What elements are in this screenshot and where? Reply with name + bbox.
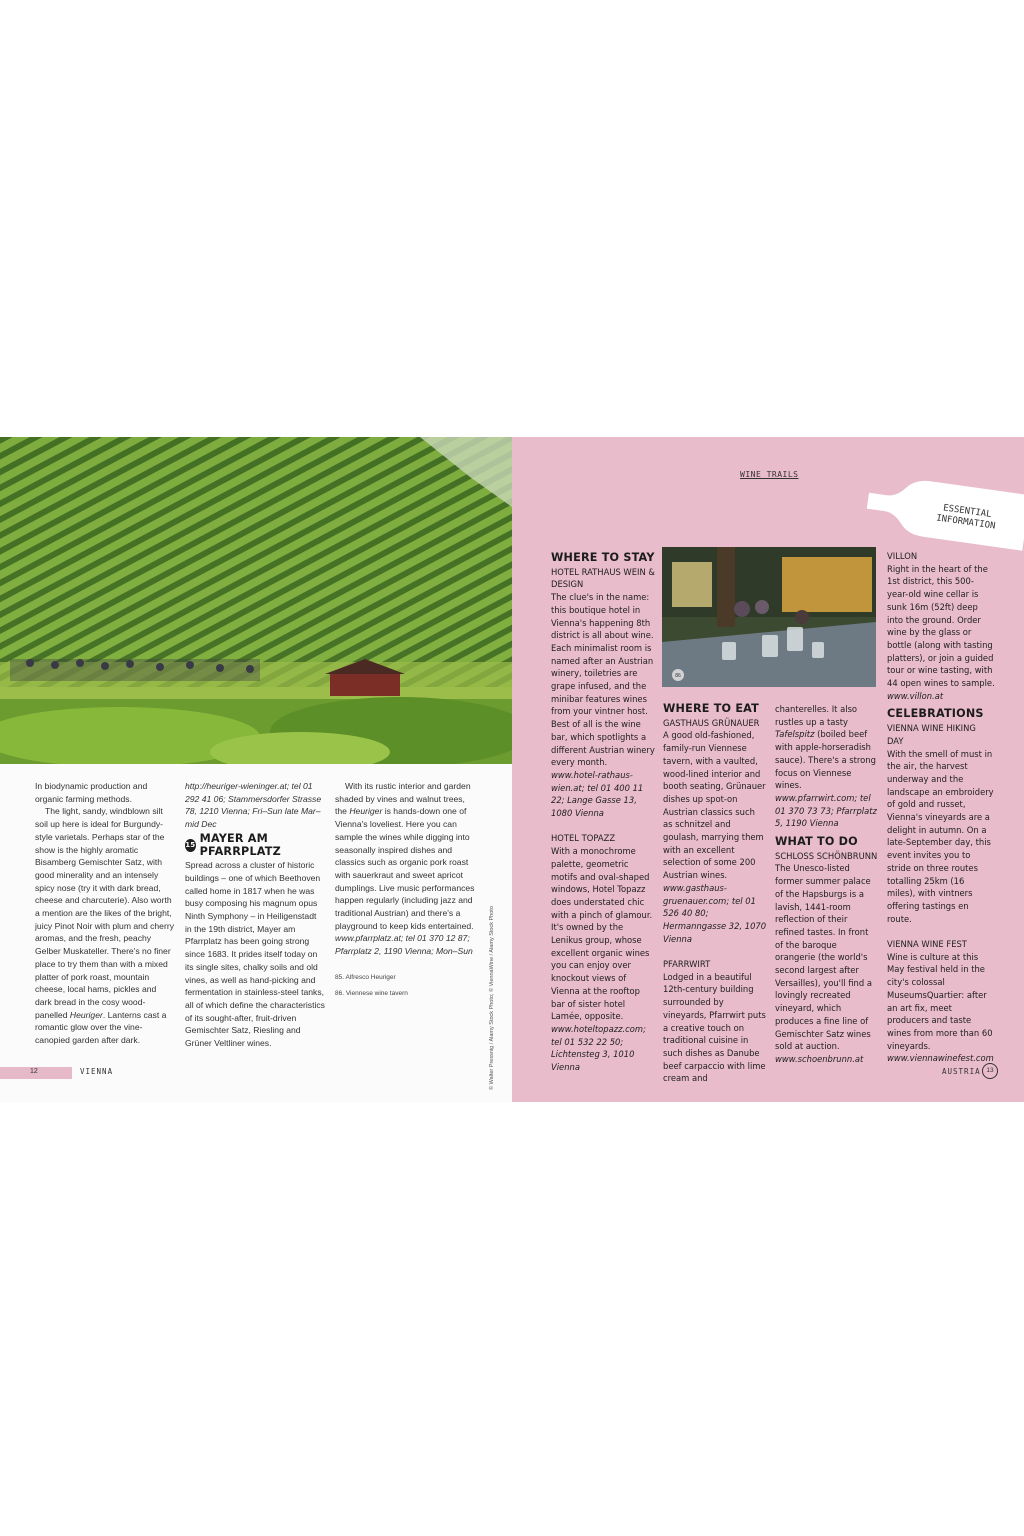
venue-name: PFARRWIRT [663, 959, 711, 970]
photo-caption: 86. Viennese wine tavern [335, 989, 408, 997]
folio-label: VIENNA [80, 1067, 114, 1076]
contact-info: www.hotel-rathaus-wien.at; tel 01 400 11 22; Lange Gasse 13, 1080 Vienna [551, 769, 644, 819]
body-text: A good old-fashioned, family-run Viennese tavern, with a vaulted, wood-lined interior and booth seating, Grünauer dishes up spot-on Austrian classics such as schnitzel and goulash, marrying them with an excellent selection of some 200 Austrian wines. [663, 730, 766, 881]
contact-info: www.pfarrwirt.com; tel 01 370 73 73; Pfarrplatz 5, 1190 Vienna [775, 792, 877, 829]
venue-name: GASTHAUS GRÜNAUER [663, 717, 760, 728]
contact-info: www.villon.at [887, 690, 944, 701]
body-text: Spread across a cluster of historic buildings – one of which Beethoven called home in 1817 when he was busy composing his magnum opus Ninth Symphony – in Heiligenstadt in the 19th district, Mayer am Pfarrplatz has been going strong since 1683. It prides itself today on its single sites, chalky soils and old vines, as well as hand-picking and fermentation in stainless-steel tanks, all of which define the characteristics of its sought-after, fruit-driven Gemischter Satz, Riesling and Grüner Veltliner wines. [185, 860, 325, 1049]
left-column-1 [35, 780, 175, 1047]
body-text: Right in the heart of the 1st district, this 500-year-old wine cellar is sunk 16m (52ft) deep into the ground. Order wine by the glass or bottle (along with tasting platters), or join a guided tour or wine tasting, with 44 open wines to sample. [887, 563, 995, 689]
left-column-2 [185, 780, 325, 1050]
section-heading: CELEBRATIONS [887, 707, 984, 721]
venue-heading: 15 MAYER AM PFARRPLATZ [185, 831, 281, 858]
body-text: With a monochrome palette, geometric motifs and oval-shaped windows, Hotel Topazz does understated chic with a pinch of glamour. It's owned by the Lenikus group, whose excellent organic wines you can enjoy over knockout views of Vienna at the rooftop bar of sister hotel Lamée, opposite. [551, 846, 653, 1022]
venue-name: HOTEL RATHAUS WEIN & DESIGN [551, 566, 655, 590]
contact-info: www.schoenbrunn.at [775, 1053, 864, 1064]
section-label: WINE TRAILS [740, 470, 799, 479]
section-heading: WHERE TO STAY [551, 551, 655, 564]
left-page [0, 437, 512, 1102]
page-number-badge: 13 [982, 1063, 998, 1079]
body-text: With its rustic interior and garden shaded by vines and walnut trees, the Heuriger is hands-down one of Vienna's loveliest. Here you can sample the wines while digging into seasonally inspired dishes and classics such as organic pork roast with sauerkraut and sweet apricot dumplings. Live music performances happen regularly (including jazz and traditional Austrian) and there's a playground to keep kids entertained. [335, 781, 475, 931]
bottle-label-icon: ESSENTIAL INFORMATION [861, 471, 1024, 569]
contact-info: http://heuriger-wieninger.at; tel 01 292 41 06; Stammersdorfer Strasse 78, 1210 Vienna; Fri–Sun late Mar–mid Dec [185, 781, 322, 830]
venue-name: SCHLOSS SCHÖNBRUNN [775, 850, 878, 861]
body-text: The Unesco-listed former summer palace of the Hapsburgs is a lavish, 1441-room reflection of their refined tastes. In front of the baroque orangerie (the world's second largest after Versailles), you'll find a lovingly recreated vineyard, which produces a fine line of Gemischter Satz wines sold at auction. [775, 863, 872, 1052]
folio-label: AUSTRIA [942, 1067, 981, 1076]
body-text: The clue's in the name: this boutique hotel in Vienna's happening 8th district is all about wine. Each minimalist room is named after an Austrian winery, toiletries are grape infused, and the minibar features wines from your vintner host. Best of all is the wine bar, which spotlights a different Austrian winery every month. [551, 592, 655, 768]
photo-credit: © Walter Pressnig / Alamy Stock Photo; © ViennaWine / Alamy Stock Photo [489, 906, 495, 1090]
right-column-2 [663, 701, 767, 1085]
left-column-3 [335, 780, 475, 998]
body-text: Lodged in a beautiful 12th-century building surrounded by vineyards, Pfarrwirt puts a creative touch on traditional cuisine in such dishes as Danube beef carpaccio with lime cream and [663, 971, 766, 1084]
section-heading: WHAT TO DO [775, 835, 858, 849]
wine-tavern-photo [662, 547, 876, 687]
right-column-1 [551, 550, 655, 1074]
folio-tab: 12 [0, 1067, 72, 1079]
photo-caption: 85. Alfresco Heuriger [335, 973, 396, 981]
right-page [512, 437, 1024, 1102]
body-text: Wine is culture at this May festival held in the city's colossal MuseumsQuartier: after an art fix, meet producers and taste wines from more than 60 vineyards. [887, 951, 993, 1051]
contact-info: www.gasthaus-gruenauer.com; tel 01 526 40 80; Hermanngasse 32, 1070 Vienna [663, 882, 767, 944]
body-text: The light, sandy, windblown silt soil up here is ideal for Burgundy-style varietals. Perhaps star of the show is the highly aromatic Bisamberg Gemischter Satz, with good minerality and an intensely spicy nose (try it with dark bread, cheese and charcuterie). Also worth a mention are the likes of the bright, juicy Pinot Noir with plum and cherry aromas, and the fresh, peachy Gelber Muskateller. There's no finer place to try them than with a mixed platter of pork roast, mountain cheese, local hams, pickles and dark bread in the cosy wood-panelled Heuriger. Lanterns cast a romantic glow over the vine-canopied garden after dark. [35, 806, 174, 1046]
right-column-3 [775, 703, 879, 1066]
venue-name: HOTEL TOPAZZ [551, 833, 616, 844]
venue-name: VIENNA WINE FEST [887, 939, 967, 950]
body-text: In biodynamic production and organic farming methods. [35, 781, 148, 804]
section-heading: WHERE TO EAT [663, 702, 759, 715]
contact-info: www.pfarrplatz.at; tel 01 370 12 87; Pfarrplatz 2, 1190 Vienna; Mon–Sun [335, 933, 473, 957]
body-text: With the smell of must in the air, the harvest underway and the landscape an embroidery of gold and russet, Vienna's vineyards are a delight in autumn. On a late-September day, this event invites you to stride on three routes totalling 25km (16 miles), with vintners offering tastings en route. [887, 748, 994, 924]
body-text: chanterelles. It also rustles up a tasty Tafelspitz (boiled beef with apple-horseradish sauce). There's a strong focus on Viennese wines. [775, 704, 876, 791]
venue-name: VILLON [887, 551, 918, 561]
venue-name: VIENNA WINE HIKING DAY [887, 723, 976, 746]
contact-info: www.viennawinefest.com [887, 1053, 994, 1064]
right-column-4 [887, 550, 995, 1065]
photo-number-badge: 86 [675, 673, 681, 679]
contact-info: www.hoteltopazz.com; tel 01 532 22 50; Lichtensteg 3, 1010 Vienna [551, 1024, 646, 1073]
vineyard-photo [0, 437, 512, 764]
magazine-spread [0, 437, 1024, 1102]
number-badge-icon: 15 [185, 839, 196, 852]
